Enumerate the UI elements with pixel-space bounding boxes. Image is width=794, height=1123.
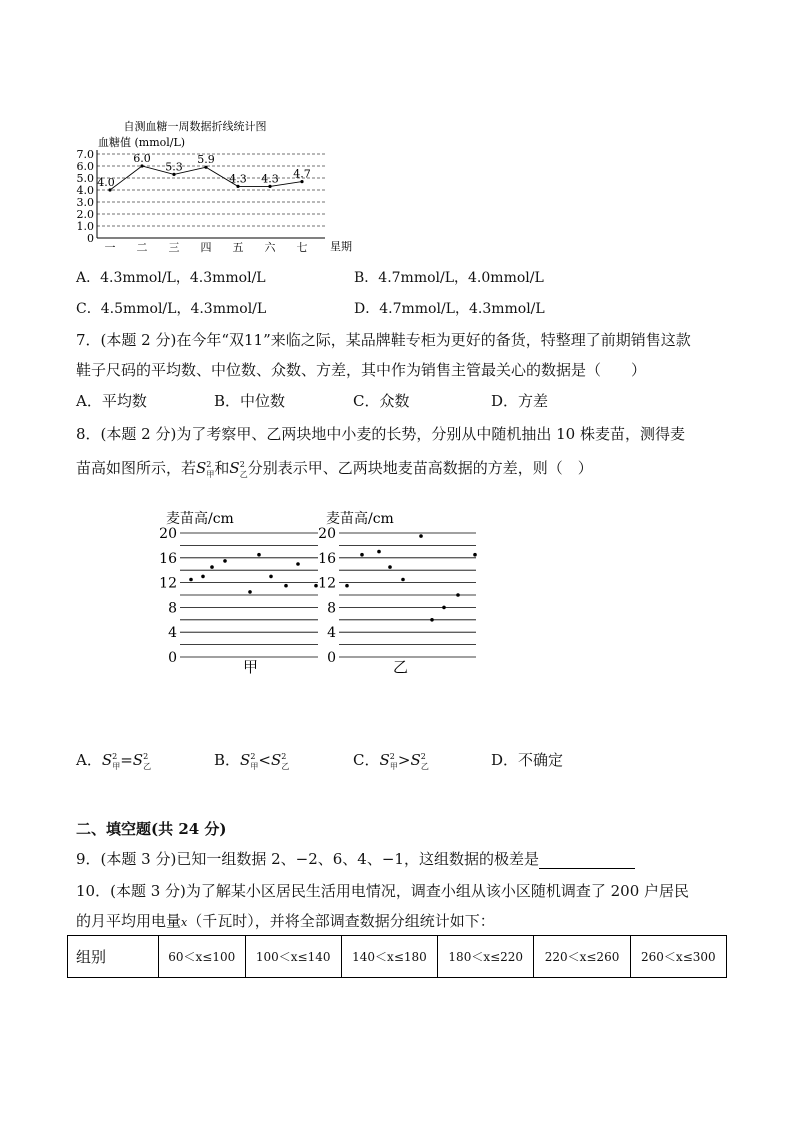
jia-ylabel: 麦苗高/cm xyxy=(166,511,234,527)
q8-option-d[interactable]: D．不确定 xyxy=(491,751,564,769)
usage-group-table xyxy=(67,935,727,978)
table-row xyxy=(68,936,727,978)
yi-ytick-label: 8 xyxy=(327,600,336,617)
yi-point xyxy=(388,565,392,569)
chart1-ytick-label: 2.0 xyxy=(76,208,94,221)
chart1-title: 自测血糖一周数据折线统计图 xyxy=(123,120,267,133)
chart1-ytick-label: 5.0 xyxy=(76,172,94,185)
jia-point xyxy=(201,575,205,579)
yi-ylabel: 麦苗高/cm xyxy=(326,511,394,527)
chart1-ytick-label: 7.0 xyxy=(76,148,94,161)
jia-ytick-label: 0 xyxy=(168,650,177,666)
chart1-data-label: 5.3 xyxy=(165,160,183,174)
q8-option-c[interactable]: C．$S^2_甲>S^2_乙$ xyxy=(353,751,429,771)
yi-point xyxy=(473,553,477,557)
yi-point xyxy=(360,553,364,557)
table-cell: 220＜x≤260 xyxy=(534,936,630,978)
q9-text: 9．(本题 3 分)已知一组数据 2、−2、6、4、−1，这组数据的极差是 xyxy=(76,848,635,869)
yi-ytick-label: 16 xyxy=(318,550,336,567)
q6-option-b[interactable]: B．4.7mmol/L，4.0mmol/L xyxy=(354,270,544,286)
q6-option-d[interactable]: D．4.7mmol/L，4.3mmol/L xyxy=(354,301,545,317)
jia-point xyxy=(223,559,227,563)
chart1-xtick-label: 一 xyxy=(104,241,116,254)
jia-xlabel: 甲 xyxy=(243,658,259,676)
q8-text-line2: 苗高如图所示，若$S^2_甲$和$S^2_乙$分别表示甲、乙两块地麦苗高数据的方差，则（ ） xyxy=(76,459,593,479)
yi-xlabel: 乙 xyxy=(393,658,409,676)
yi-point xyxy=(430,618,434,622)
yi-point xyxy=(401,578,405,582)
q7-text-line2: 鞋子尺码的平均数、中位数、众数、方差，其中作为销售主管最关心的数据是（ ） xyxy=(76,361,647,379)
chart1-ytick-label: 3.0 xyxy=(76,196,94,209)
q6-option-a[interactable]: A．4.3mmol/L，4.3mmol/L xyxy=(76,270,266,286)
chart1-xtick-label: 三 xyxy=(168,241,180,254)
q8-option-b[interactable]: B．$S^2_甲<S^2_乙$ xyxy=(214,751,290,771)
chart1-ytick-label: 0 xyxy=(87,232,94,245)
chart1-ytick-label: 4.0 xyxy=(76,184,94,197)
jia-point xyxy=(189,578,193,582)
yi-ytick-label: 20 xyxy=(318,526,336,542)
section-2-title: 二、填空题(共 24 分) xyxy=(76,820,227,838)
q8-text-line1: 8．(本题 2 分)为了考察甲、乙两块地中小麦的长势，分别从中随机抽出 10 株麦苗，测得麦 xyxy=(76,425,685,443)
jia-point xyxy=(210,565,214,569)
chart1-data-label: 4.0 xyxy=(97,176,115,189)
yi-point xyxy=(456,593,460,597)
q7-option-b[interactable]: B．中位数 xyxy=(214,392,286,410)
q10-text-line1: 10．(本题 3 分)为了解某小区居民生活用电情况，调查小组从该小区随机调查了 200 户居民 xyxy=(76,882,690,900)
jia-point xyxy=(248,590,252,594)
chart1-data-label: 6.0 xyxy=(133,152,151,165)
chart1-data-label: 4.7 xyxy=(293,167,311,181)
wheat-height-chart-yi xyxy=(315,505,485,680)
chart1-xtick-label: 七 xyxy=(296,241,308,254)
wheat-height-chart-jia xyxy=(158,505,328,680)
chart1-xtick-label: 四 xyxy=(200,241,212,254)
chart1-data-label: 4.3 xyxy=(229,172,247,186)
yi-point xyxy=(419,534,423,538)
chart1-ytick-label: 6.0 xyxy=(76,160,94,173)
jia-point xyxy=(257,553,261,557)
q7-text-line1: 7．(本题 2 分)在今年“双11”来临之际，某品牌鞋专柜为更好的备货，特整理了前期销售这款 xyxy=(76,331,691,349)
jia-point xyxy=(296,562,300,566)
jia-ytick-label: 20 xyxy=(159,526,177,542)
q7-option-d[interactable]: D．方差 xyxy=(491,392,549,410)
blood-sugar-line-chart xyxy=(70,112,360,262)
chart1-data-label: 4.3 xyxy=(261,172,279,186)
table-cell: 260＜x≤300 xyxy=(630,936,726,978)
q7-option-c[interactable]: C．众数 xyxy=(353,392,410,410)
chart1-ytick-label: 1.0 xyxy=(76,220,94,233)
chart1-xlabel: 星期 xyxy=(330,240,352,253)
q9-answer-blank[interactable] xyxy=(539,854,635,869)
jia-ytick-label: 8 xyxy=(168,600,177,617)
yi-point xyxy=(442,606,446,610)
jia-ytick-label: 4 xyxy=(168,625,177,642)
yi-point xyxy=(377,550,381,554)
jia-ytick-label: 12 xyxy=(159,575,177,592)
chart1-xtick-label: 六 xyxy=(264,241,276,254)
chart1-data-label: 5.9 xyxy=(197,153,215,167)
table-cell: 140＜x≤180 xyxy=(341,936,437,978)
jia-ytick-label: 16 xyxy=(159,550,177,567)
yi-ytick-label: 12 xyxy=(318,575,336,592)
chart1-xtick-label: 五 xyxy=(232,241,244,254)
q6-option-c[interactable]: C．4.5mmol/L，4.3mmol/L xyxy=(76,301,267,317)
table-cell: 60＜x≤100 xyxy=(159,936,246,978)
chart1-xtick-label: 二 xyxy=(136,241,148,254)
jia-point xyxy=(269,575,273,579)
table-header-cell: 组别 xyxy=(68,936,159,978)
q8-option-a[interactable]: A．$S^2_甲=S^2_乙$ xyxy=(76,751,152,771)
table-cell: 180＜x≤220 xyxy=(438,936,534,978)
table-cell: 100＜x≤140 xyxy=(245,936,341,978)
q10-text-line2: 的月平均用电量x（千瓦时），并将全部调查数据分组统计如下： xyxy=(76,912,495,930)
chart1-ylabel: 血糖值 (mmol/L) xyxy=(98,136,186,149)
jia-point xyxy=(284,584,288,588)
q7-option-a[interactable]: A．平均数 xyxy=(76,392,147,410)
yi-ytick-label: 0 xyxy=(327,650,336,666)
yi-ytick-label: 4 xyxy=(327,625,336,642)
yi-point xyxy=(345,584,349,588)
